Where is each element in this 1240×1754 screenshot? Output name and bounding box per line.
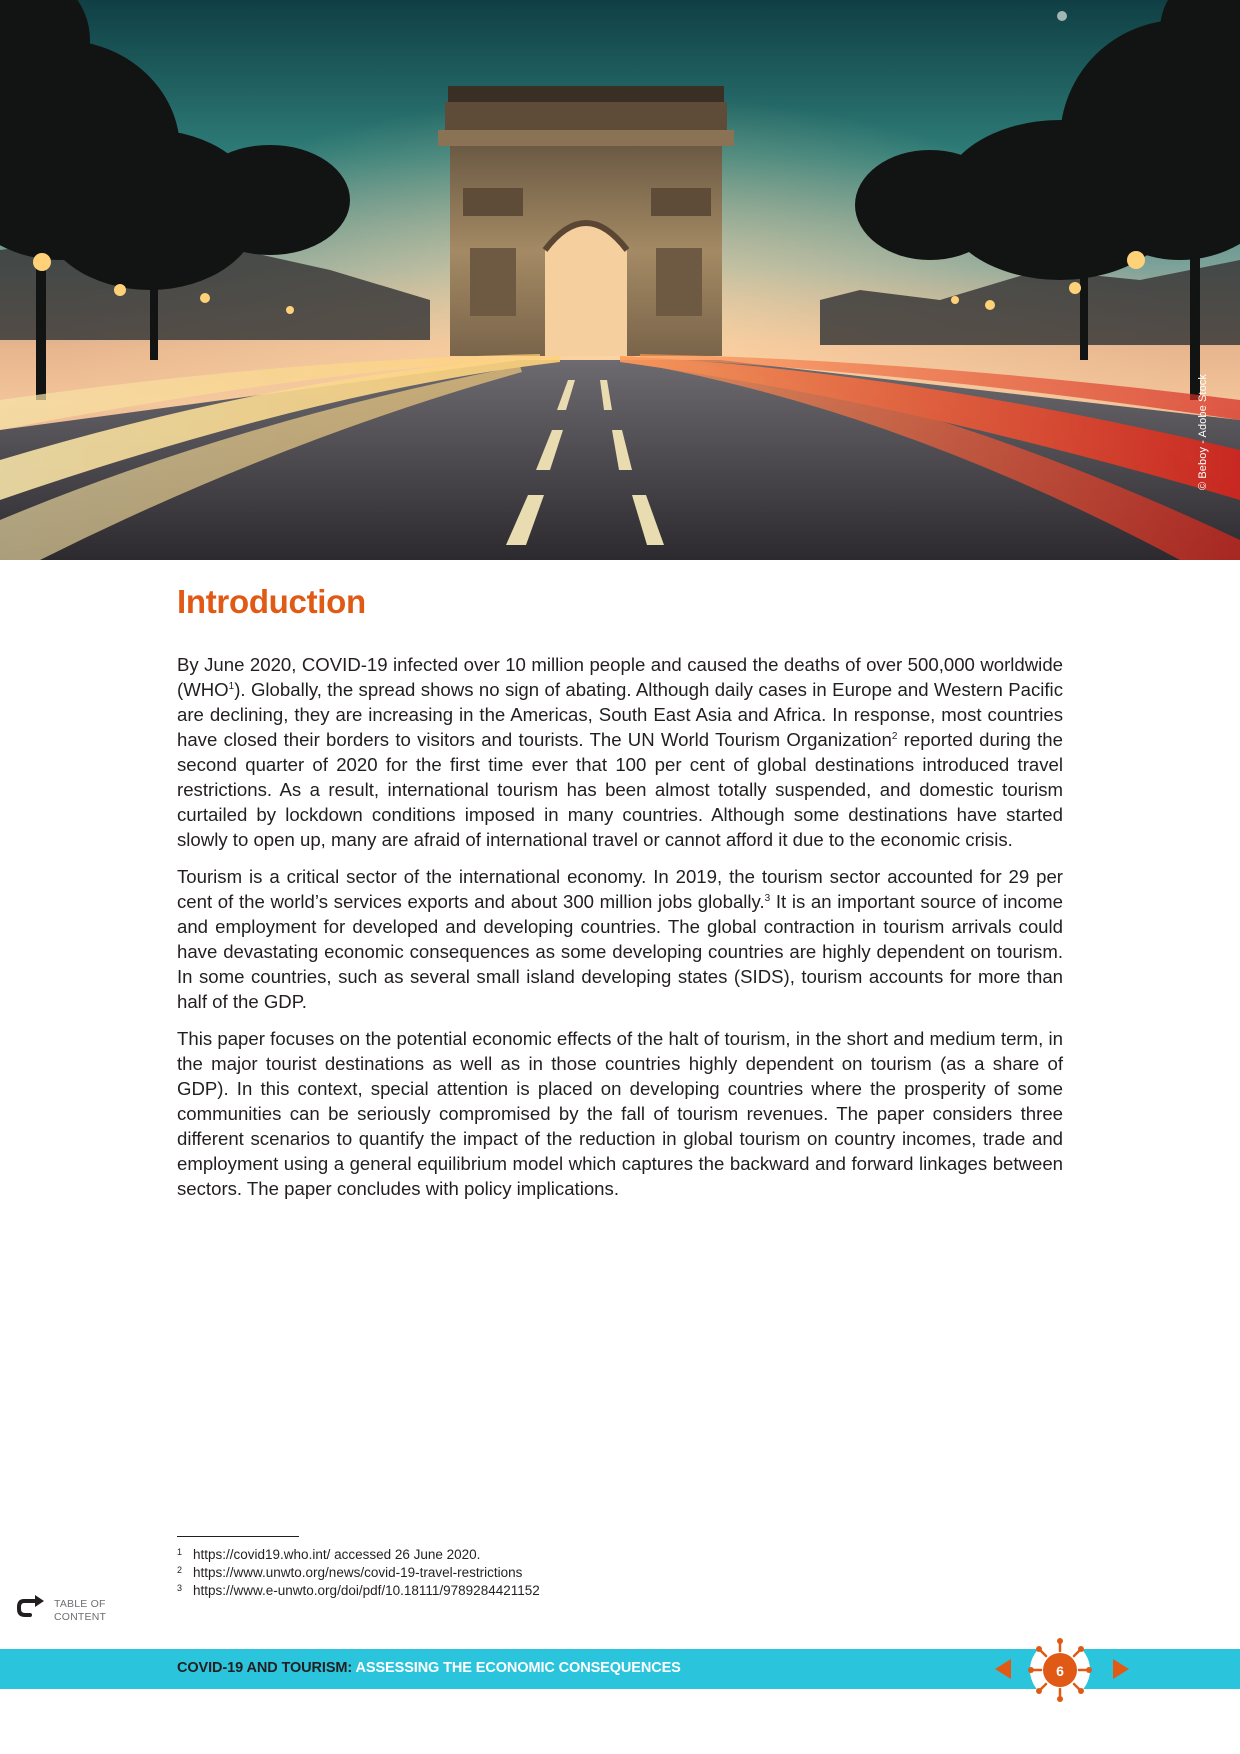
- footnote-link[interactable]: https://www.e-unwto.org/doi/pdf/10.18111/9789284421152: [193, 1583, 540, 1598]
- footnote-ref-1[interactable]: 1: [228, 680, 235, 692]
- photo-credit: © Beboy - Adobe Stock: [1197, 374, 1209, 490]
- footnote-link[interactable]: https://covid19.who.int/ accessed 26 June 2020.: [193, 1547, 481, 1562]
- paragraph-2: [177, 864, 1063, 1014]
- footer-title-sub: ASSESSING THE ECONOMIC CONSEQUENCES: [352, 1660, 681, 1676]
- return-arrow-icon: [16, 1595, 46, 1621]
- monument: [438, 86, 734, 356]
- paragraph-1-part-a: By June 2020, COVID-19 infected over 10 million people and caused the deaths of over 500,000 worldwide (WHO: [177, 654, 1063, 700]
- page-number: 6: [1056, 1663, 1064, 1679]
- toc-label: [54, 1598, 106, 1624]
- footnote-item: [177, 1582, 877, 1600]
- paragraph-3: This paper focuses on the potential economic effects of the halt of tourism, in the short and medium term, in the major tourist destinations as well as in those countries highly dependent on tourism (as a share of GDP). In this context, special attention is placed on developing countries where the prosperity of some communities can be seriously compromised by the fall of tourism revenues. The paper considers three different scenarios to quantify the impact of the reduction in global tourism on country incomes, trade and employment using a general equilibrium model which captures the backward and forward linkages between sectors. The paper concludes with policy implications.: [177, 1028, 1063, 1199]
- footnotes: [177, 1546, 877, 1600]
- footnote-divider: [177, 1536, 299, 1537]
- body-text: [177, 652, 1063, 1201]
- next-page-button[interactable]: [1111, 1658, 1131, 1680]
- paragraph-1-part-b: ). Globally, the spread shows no sign of abating. Although daily cases in Europe and Western Pacific are declining, they are increasing in the Americas, South East Asia and Africa. In response, most countries have closed their borders to visitors and tourists. The UN World Tourism Organization: [177, 679, 1063, 750]
- footnote-number: 1: [177, 1547, 183, 1557]
- footnote-number: 2: [177, 1565, 183, 1575]
- table-of-content-link[interactable]: [16, 1595, 106, 1624]
- main-content: [177, 582, 1063, 1213]
- triangle-left-icon: [995, 1659, 1011, 1679]
- paragraph-1: [177, 652, 1063, 852]
- footnote-ref-2[interactable]: 2: [891, 730, 898, 742]
- footnote-link[interactable]: https://www.unwto.org/news/covid-19-travel-restrictions: [193, 1565, 523, 1580]
- arc-de-triomphe-image: [0, 0, 1240, 560]
- footer-title: [177, 1660, 681, 1676]
- footnote-ref-3[interactable]: 3: [764, 892, 771, 904]
- footnote-item: [177, 1546, 877, 1564]
- section-title: Introduction: [177, 583, 366, 620]
- previous-page-button[interactable]: [993, 1658, 1013, 1680]
- footnote-number: 3: [177, 1583, 183, 1593]
- footnote-item: [177, 1564, 877, 1582]
- paragraph-2-part-b: It is an important source of income and employment for developed and developing countries. The global contraction in tourism arrivals could have devastating economic consequences as some developing countries are highly dependent on tourism. In some countries, such as several small island developing states (SIDS), tourism accounts for more than half of the GDP.: [177, 891, 1064, 1012]
- hero-photo: [0, 0, 1240, 560]
- triangle-right-icon: [1113, 1659, 1129, 1679]
- toc-label-line-2: CONTENT: [54, 1611, 107, 1623]
- toc-label-line-1: TABLE OF: [54, 1598, 106, 1610]
- footer-title-main: COVID-19 AND TOURISM:: [177, 1660, 353, 1676]
- paragraph-1-part-c: reported during the second quarter of 2020 for the first time ever that 100 per cent of global destinations introduced travel restrictions. As a result, international tourism has been almost totally suspended, and domestic tourism curtailed by lockdown conditions imposed in many countries. Although some destinations have started slowly to open up, many are afraid of international travel or cannot afford it due to the economic crisis.: [177, 729, 1063, 850]
- paragraph-2-part-a: Tourism is a critical sector of the international economy. In 2019, the tourism sector accounted for 29 per cent of the world’s services exports and about 300 million jobs globally.: [177, 866, 1063, 912]
